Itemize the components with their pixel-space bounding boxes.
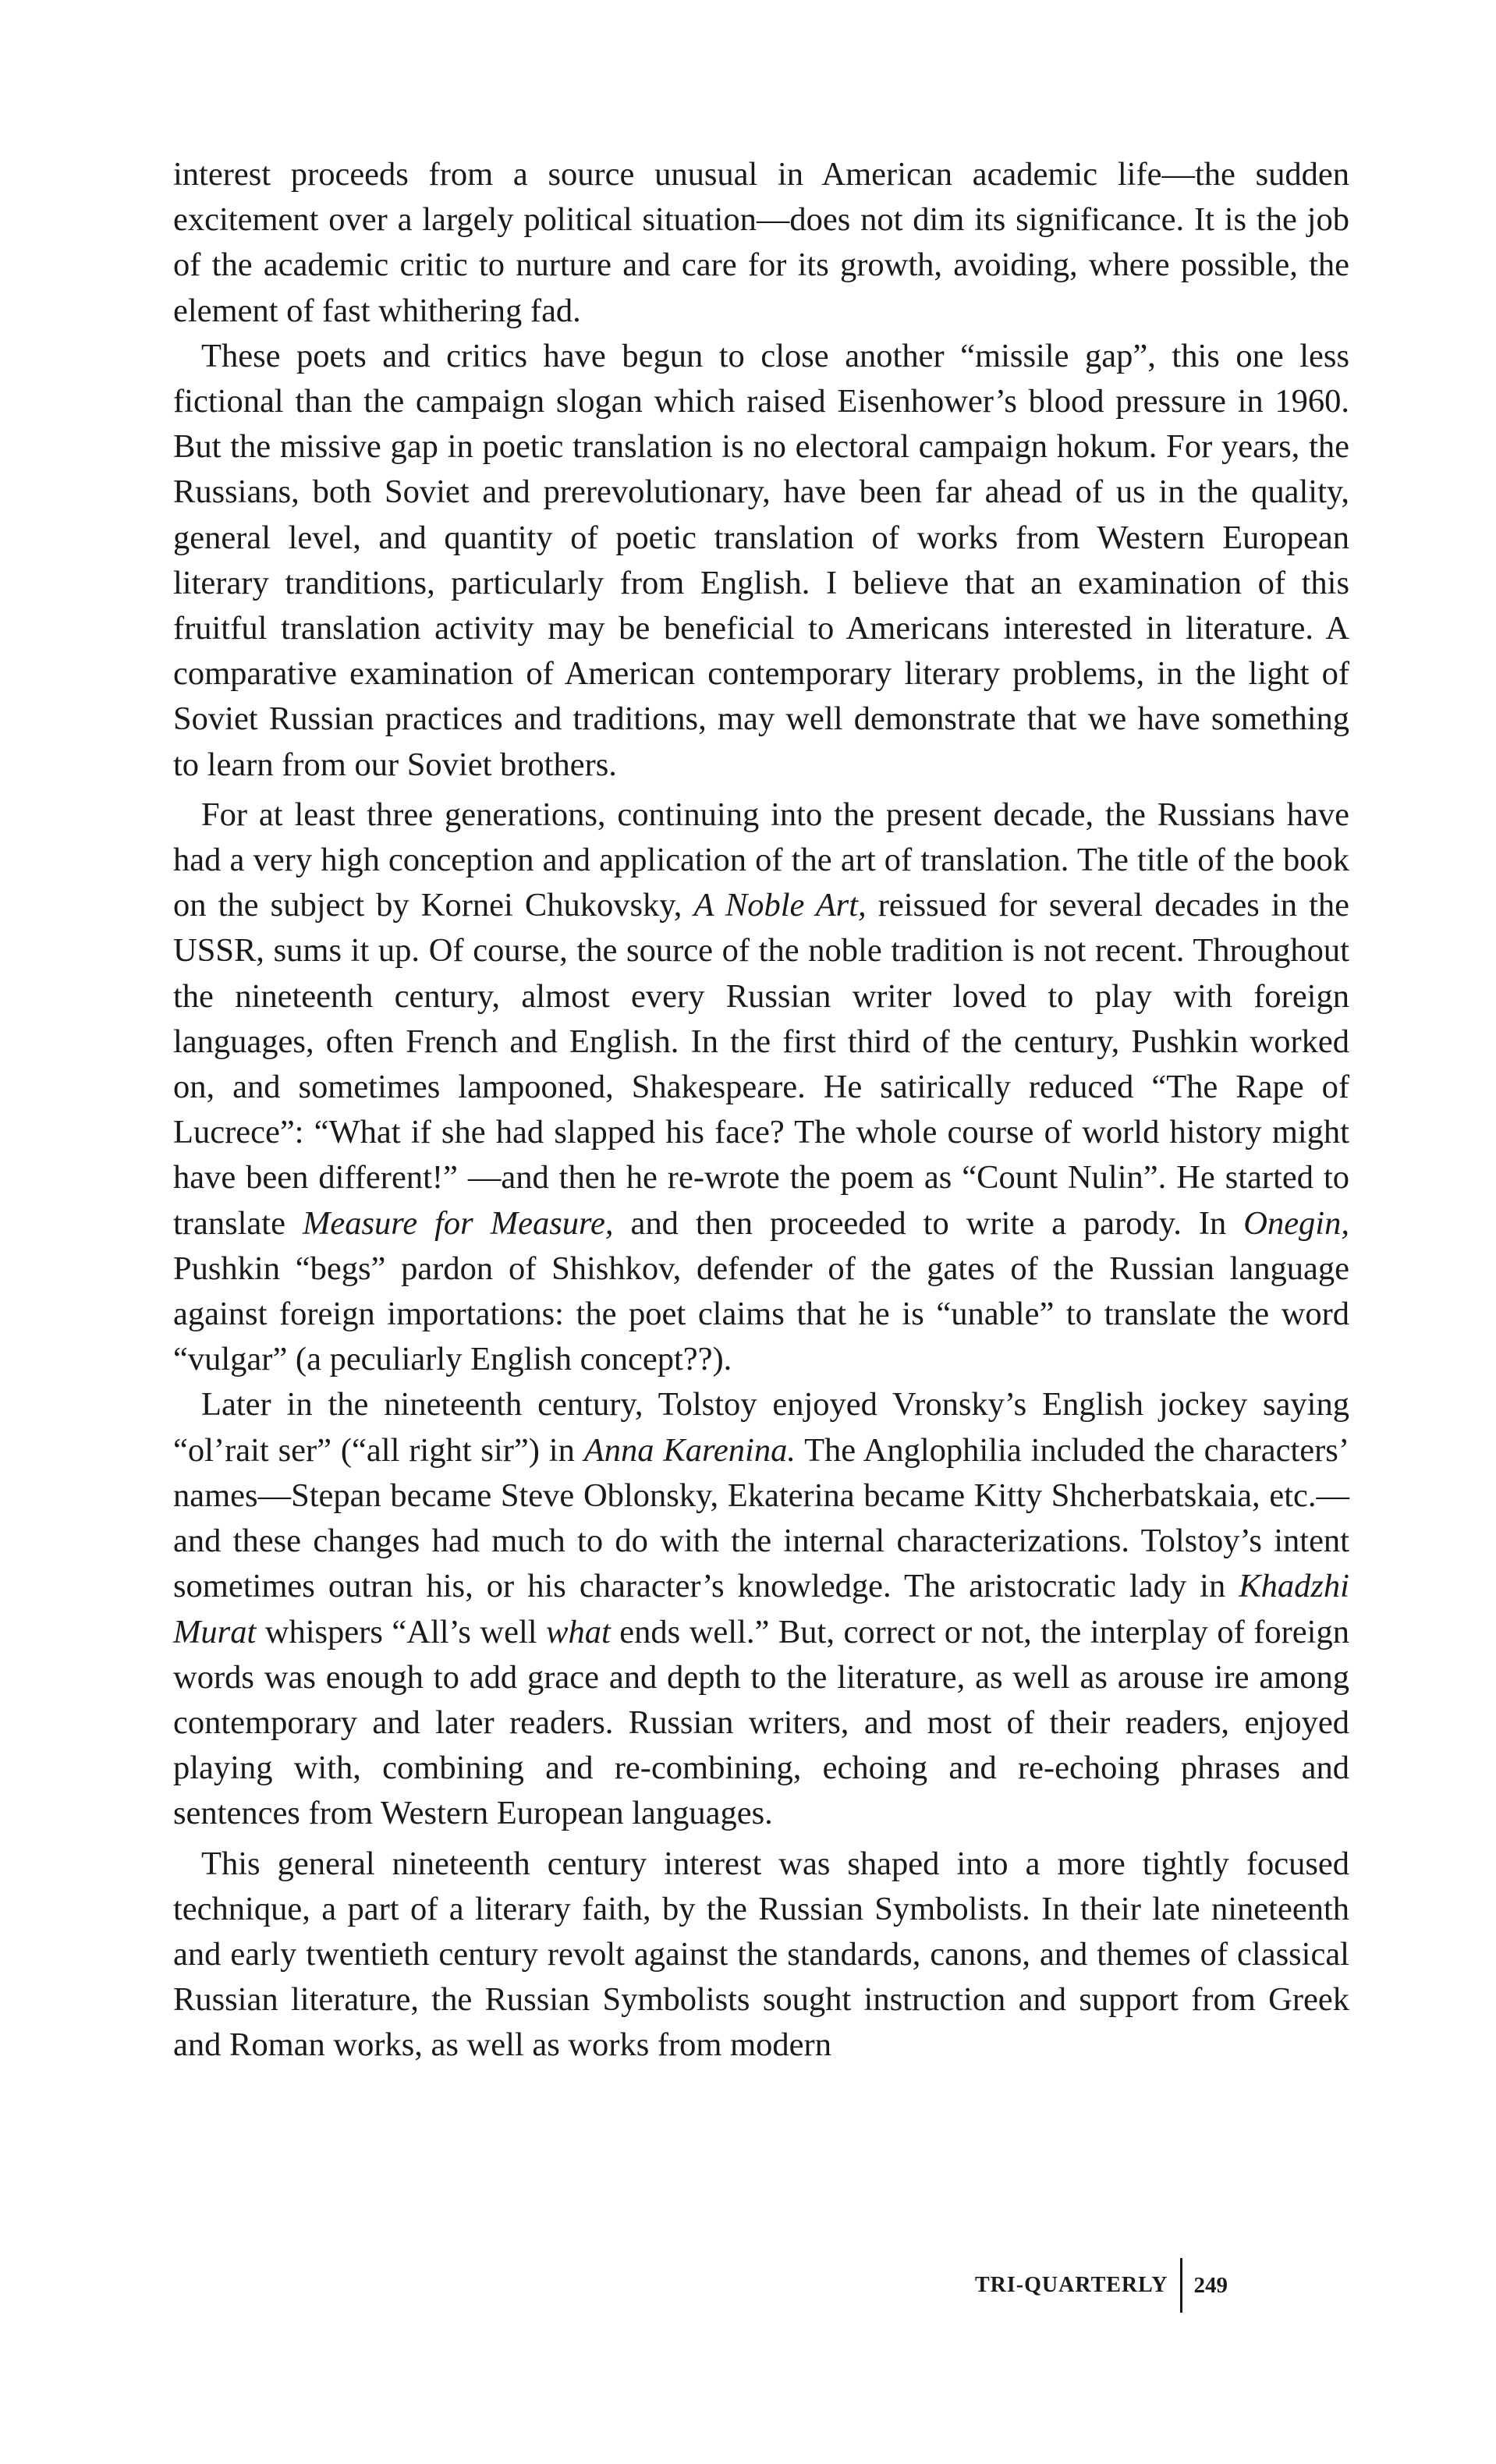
- text-run: For at least three generations, continuing into the present decade, the Russians have had a very high conception and application of the art of translation. The title of the book on the subject by Kornei Chukovsky,: [173, 796, 1349, 924]
- italic-title-run: Onegin,: [1243, 1204, 1349, 1242]
- text-run: This general nineteenth century interest was shaped into a more tightly focused technique, a part of a literary faith, by the Russian Symbolists. In their late nineteenth and early twentieth century revolt against the standards, canons, and themes of classical Russian literature, the Russian Symbolists sought instruction and support from Greek and Roman works, as well as works from modern: [173, 1845, 1349, 2064]
- paragraph-5: [173, 1842, 1349, 2069]
- page-footer: [975, 2262, 1228, 2309]
- article-body: [173, 152, 1349, 2069]
- page-number: 249: [1193, 2272, 1228, 2298]
- text-run: reissued for several decades in the USSR, sums it up. Of course, the source of the noble tradition is not recent. Throughout the nineteenth century, almost every Russian writer loved to play with foreign languages, often French and English. In the first third of the century, Pushkin worked on, and sometimes lampooned, Shakespeare. He satirically reduced “The Rape of Lucrece”: “What if she had slapped his face? The whole course of world history might have been different!” —and then he re-wrote the poem as “Count Nulin”. He started to translate: [173, 887, 1349, 1242]
- text-run: whispers “All’s well: [256, 1613, 547, 1650]
- paragraph-3: [173, 792, 1349, 1383]
- journal-title: TRI-QUARTERLY: [975, 2273, 1168, 2297]
- paragraph-4: [173, 1382, 1349, 1836]
- italic-title-run: what: [546, 1613, 611, 1650]
- text-run: Later in the nineteenth century, Tolstoy enjoyed Vronsky’s English jockey saying “ol’rait ser” (“all right sir”) in: [173, 1386, 1349, 1469]
- paragraph-1: [173, 152, 1349, 334]
- italic-title-run: Measure for Measure,: [302, 1204, 614, 1242]
- text-run: interest proceeds from a source unusual in American academic life—the sudden excitement over a largely political situation—does not dim its significance. It is the job of the academic critic to nurture and care for its growth, avoiding, where possible, the element of fast whithering fad.: [173, 156, 1349, 329]
- paragraph-2: [173, 334, 1349, 788]
- text-run: Pushkin “begs” pardon of Shishkov, defender of the gates of the Russian language against foreign importations: the poet claims that he is “unable” to translate the word “vulgar” (a peculiarly English concept??).: [173, 1250, 1349, 1378]
- italic-title-run: A Noble Art,: [693, 887, 867, 924]
- italic-title-run: Khadzhi Murat: [173, 1568, 1349, 1650]
- text-run: ends well.” But, correct or not, the interplay of foreign words was enough to add grace and depth to the literature, as well as arouse ire among contemporary and later readers. Russian writers, and most of their readers, enjoyed playing with, combining and re-combining, echoing and re-echoing phrases and sentences from Western European languages.: [173, 1613, 1349, 1832]
- text-run: and then proceeded to write a parody. In: [613, 1204, 1244, 1242]
- italic-title-run: Anna Karenina.: [583, 1431, 796, 1469]
- text-run: The Anglophilia included the characters’ names—Stepan became Steve Oblonsky, Ekaterina became Kitty Shcherbatskaia, etc.—and these changes had much to do with the internal characterizations. Tolstoy’s intent sometimes outran his, or his character’s knowledge. The aristocratic lady in: [173, 1431, 1349, 1605]
- text-run: These poets and critics have begun to close another “missile gap”, this one less fictional than the campaign slogan which raised Eisenhower’s blood pressure in 1960. But the missive gap in poetic translation is no electoral campaign hokum. For years, the Russians, both Soviet and prerevolutionary, have been far ahead of us in the quality, general level, and quantity of poetic translation of works from Western European literary tranditions, particularly from English. I believe that an examination of this fruitful translation activity may be beneficial to Americans interested in literature. A comparative examination of American contemporary literary problems, in the light of Soviet Russian practices and traditions, may well demonstrate that we have something to learn from our Soviet brothers.: [173, 337, 1349, 783]
